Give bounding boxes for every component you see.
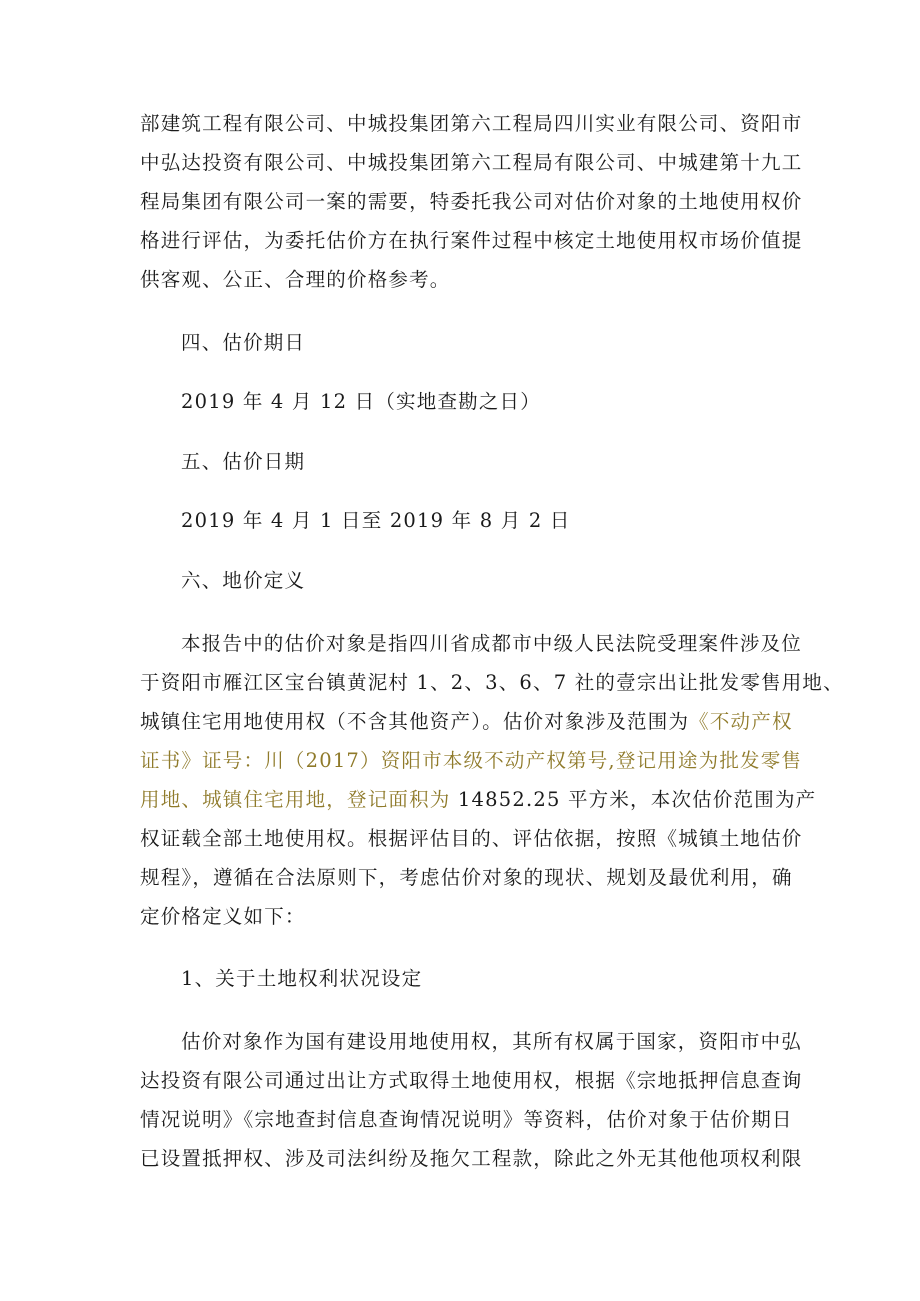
paragraph-line: 于资阳市雁江区宝台镇黄泥村 1、2、3、6、7 社的壹宗出让批发零售用地、 [140, 671, 844, 694]
subsection-heading-land-rights: 1、关于土地权利状况设定 [181, 967, 423, 990]
paragraph-line [140, 709, 793, 735]
paragraph-line: 估价对象作为国有建设用地使用权，其所有权属于国家，资阳市中弘 [181, 1030, 803, 1053]
paragraph-line: 部建筑工程有限公司、中城投集团第六工程局四川实业有限公司、资阳市 [140, 112, 803, 135]
paragraph-line: 本报告中的估价对象是指四川省成都市中级人民法院受理案件涉及位 [181, 632, 803, 655]
paragraph-line: 规程》，遵循在合法原则下，考虑估价对象的现状、规划及最优利用，确 [140, 866, 793, 889]
valuation-date-value: 2019 年 4 月 12 日（实地查勘之日） [181, 390, 541, 413]
paragraph-line: 定价格定义如下： [140, 905, 306, 928]
highlighted-text: 《不动产权 [689, 710, 793, 733]
highlighted-text: 用地、城镇住宅用地，登记面积为 [140, 788, 451, 811]
highlighted-paragraph-line: 证书》证号：川（2017）资阳市本级不动产权第号,登记用途为批发零售 [140, 749, 803, 772]
paragraph-line: 中弘达投资有限公司、中城投集团第六工程局有限公司、中城建第十九工 [140, 151, 803, 174]
paragraph-line: 已设置抵押权、涉及司法纠纷及拖欠工程款，除此之外无其他他项权利限 [140, 1147, 803, 1170]
section-heading-valuation-period: 五、估价日期 [181, 450, 306, 473]
paragraph-line: 达投资有限公司通过出让方式取得土地使用权，根据《宗地抵押信息查询 [140, 1069, 803, 1092]
valuation-period-value: 2019 年 4 月 1 日至 2019 年 8 月 2 日 [181, 509, 571, 532]
section-heading-land-price-definition: 六、地价定义 [181, 569, 306, 592]
paragraph-line [140, 787, 816, 813]
text-run: 14852.25 平方米，本次估价范围为产 [450, 788, 817, 811]
paragraph-line: 格进行评估，为委托估价方在执行案件过程中核定土地使用权市场价值提 [140, 229, 803, 252]
paragraph-line: 权证载全部土地使用权。根据评估目的、评估依据，按照《城镇土地估价 [140, 827, 803, 850]
paragraph-line: 情况说明》《宗地查封信息查询情况说明》等资料，估价对象于估价期日 [140, 1108, 793, 1131]
paragraph-line: 供客观、公正、合理的价格参考。 [140, 268, 451, 291]
paragraph-line: 程局集团有限公司一案的需要，特委托我公司对估价对象的土地使用权价 [140, 190, 803, 213]
section-heading-valuation-date: 四、估价期日 [181, 331, 306, 354]
text-run: 城镇住宅用地使用权（不含其他资产）。估价对象涉及范围为 [140, 710, 690, 733]
